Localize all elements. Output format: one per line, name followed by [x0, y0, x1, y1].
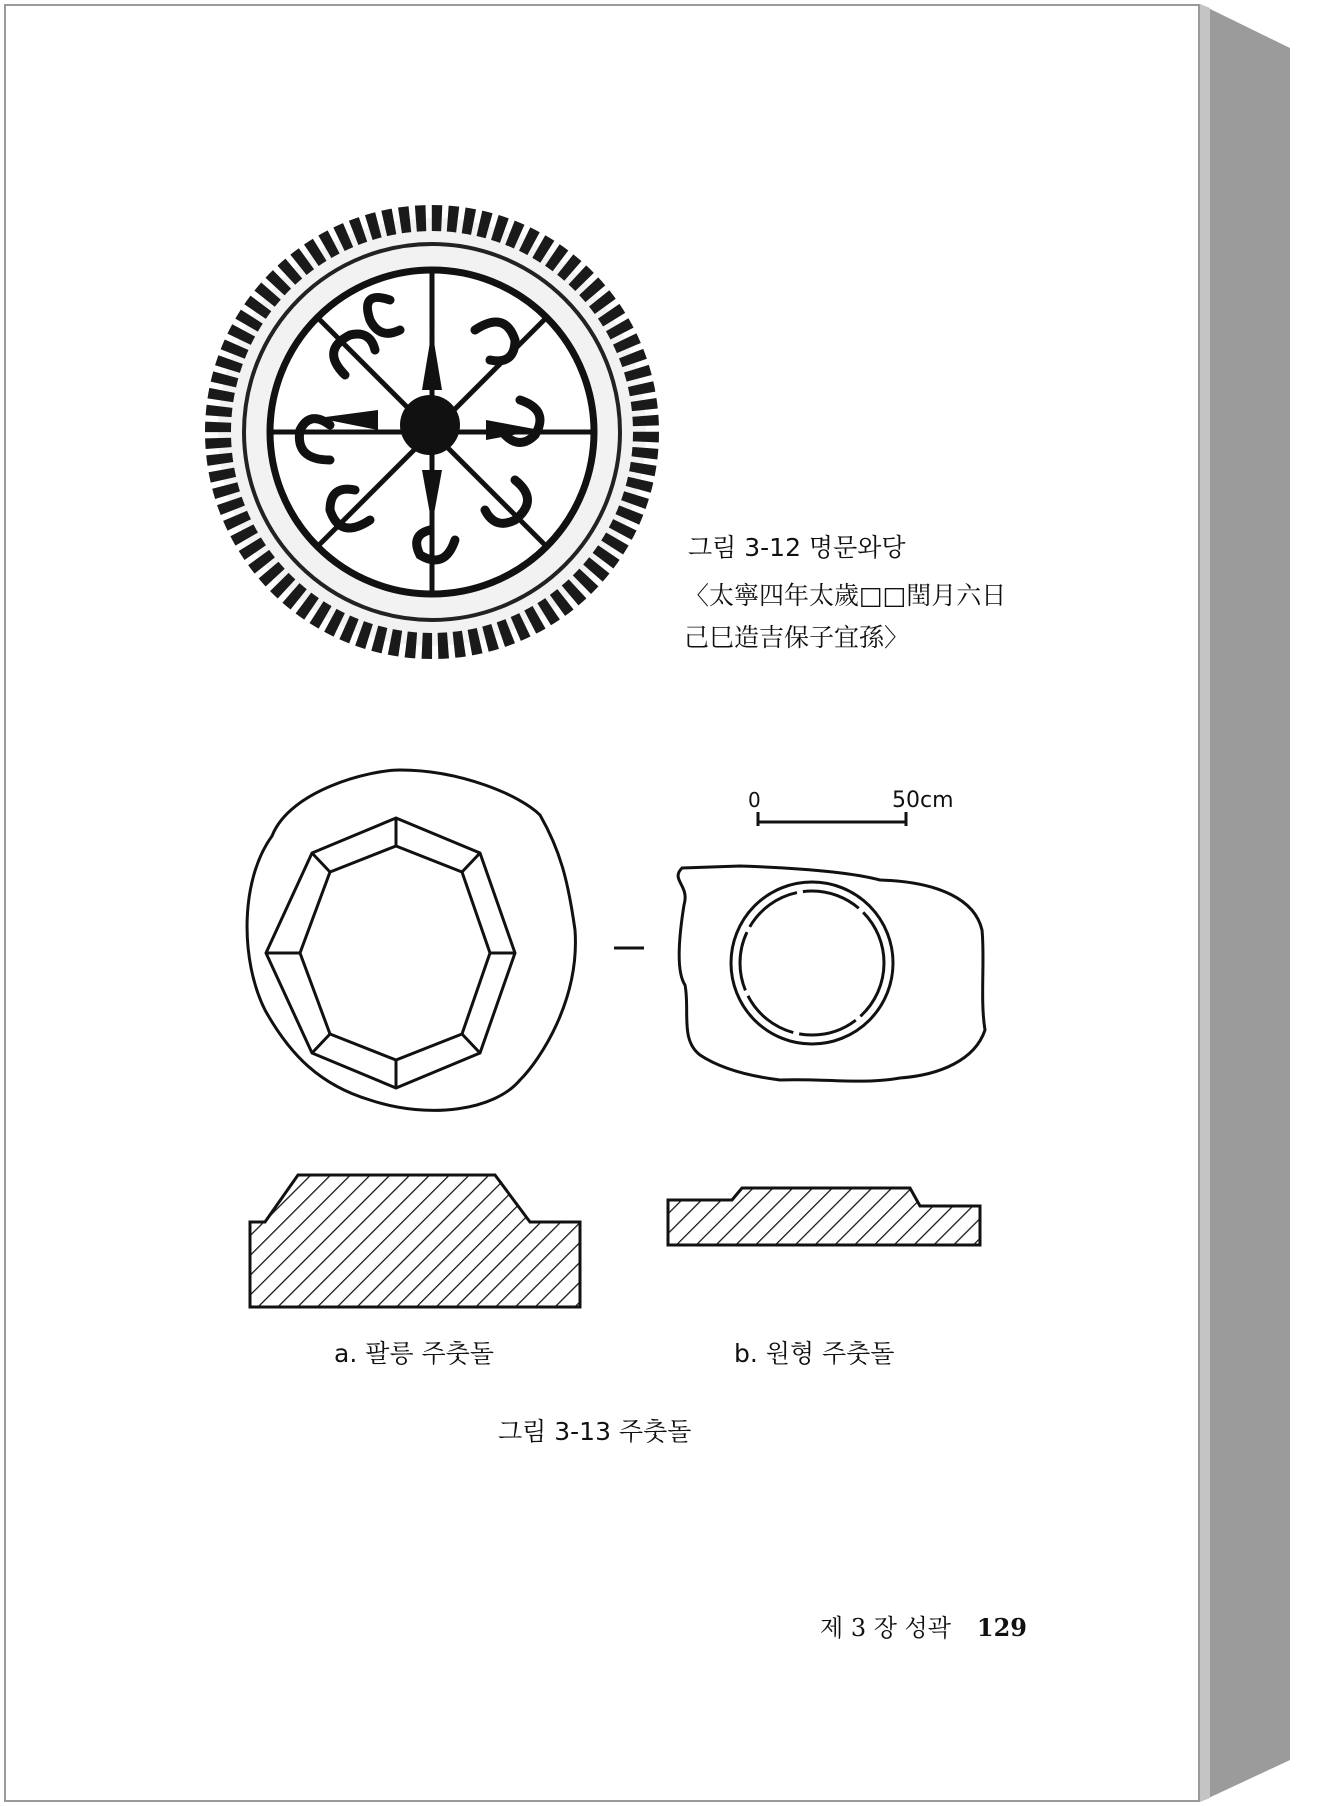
round-stone-section [668, 1188, 980, 1245]
page-number: 129 [976, 1613, 1028, 1642]
chapter-title: 제 3 장 성곽 [820, 1614, 951, 1642]
figure-3-13-caption: 그림 3-13 주춧돌 [498, 1417, 692, 1446]
scale-bar-end-label: 50cm [892, 788, 954, 813]
round-foundation-stone-plan [678, 866, 985, 1081]
octagonal-stone-section [250, 1175, 580, 1307]
figure-3-12-inscription-line-2: 己巳造吉保子宜孫〉 [684, 623, 910, 652]
subcaption-round: b. 원형 주춧돌 [734, 1339, 895, 1368]
subcaption-octagonal: a. 팔릉 주춧돌 [334, 1339, 494, 1368]
scale-bar [758, 812, 906, 826]
octagonal-foundation-stone-plan [247, 770, 575, 1110]
running-footer [820, 1608, 1027, 1643]
inscribed-roof-tile-rubbing [218, 218, 646, 646]
scale-bar-start-label: 0 [748, 788, 761, 812]
figure-3-12-inscription-line-1: 〈太寧四年太歲□□閏月六日 [684, 581, 1007, 610]
figure-3-12-caption: 그림 3-12 명문와당 [688, 533, 906, 562]
